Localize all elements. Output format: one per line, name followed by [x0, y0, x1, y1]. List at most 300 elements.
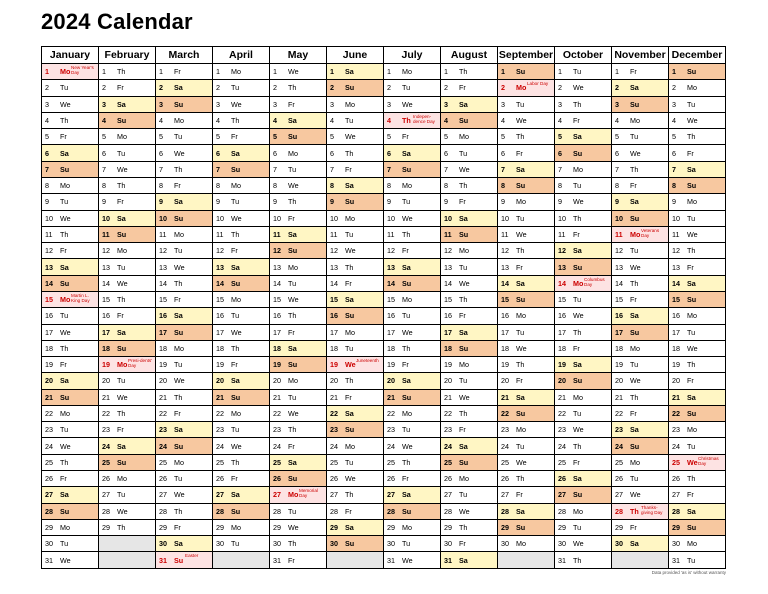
- weekday-abbr: Su: [231, 392, 241, 402]
- weekday-abbr: Tu: [516, 213, 525, 223]
- day-cell: [99, 64, 156, 80]
- day-number: 13: [615, 262, 623, 272]
- weekday-abbr: Fr: [174, 295, 181, 305]
- day-row: [42, 308, 726, 324]
- weekday-abbr: Th: [516, 474, 525, 484]
- day-cell: [384, 405, 441, 421]
- day-number: 23: [273, 425, 281, 435]
- day-number: 18: [444, 343, 452, 353]
- day-number: 9: [216, 197, 220, 207]
- day-number: 20: [45, 376, 53, 386]
- day-cell: [498, 64, 555, 80]
- day-cell: [441, 552, 498, 569]
- day-cell: [384, 324, 441, 340]
- day-number: 1: [615, 67, 619, 77]
- day-number: 9: [501, 197, 505, 207]
- day-number: 8: [330, 181, 334, 191]
- day-row: [42, 291, 726, 307]
- weekday-abbr: We: [459, 506, 470, 516]
- day-number: 11: [216, 229, 224, 239]
- weekday-abbr: Tu: [345, 115, 354, 125]
- weekday-abbr: We: [402, 555, 413, 565]
- month-header-april: April: [213, 47, 270, 64]
- weekday-abbr: Mo: [402, 523, 412, 533]
- day-cell: [156, 454, 213, 470]
- weekday-abbr: Mo: [573, 164, 583, 174]
- weekday-abbr: Fr: [630, 181, 637, 191]
- day-row: [42, 80, 726, 96]
- weekday-abbr: Sa: [516, 392, 525, 402]
- weekday-abbr: Sa: [288, 115, 297, 125]
- weekday-abbr: Mo: [630, 229, 641, 239]
- day-number: 5: [444, 132, 448, 142]
- day-number: 7: [330, 164, 334, 174]
- day-number: 8: [273, 181, 277, 191]
- day-number: 23: [615, 425, 623, 435]
- weekday-abbr: Tu: [288, 164, 297, 174]
- day-cell: [213, 129, 270, 145]
- weekday-abbr: Tu: [117, 376, 126, 386]
- weekday-abbr: Su: [459, 343, 469, 353]
- day-number: 21: [672, 392, 680, 402]
- day-number: 8: [672, 181, 676, 191]
- day-cell: [498, 275, 555, 291]
- weekday-abbr: Tu: [687, 213, 696, 223]
- weekday-abbr: Th: [687, 246, 696, 256]
- day-number: 31: [444, 555, 452, 565]
- day-number: 20: [102, 376, 110, 386]
- day-cell: [213, 405, 270, 421]
- weekday-abbr: We: [630, 262, 641, 272]
- day-row: [42, 161, 726, 177]
- day-number: 18: [330, 343, 338, 353]
- day-number: 7: [159, 164, 163, 174]
- weekday-abbr: We: [516, 457, 527, 467]
- day-number: 10: [615, 213, 623, 223]
- day-number: 1: [501, 67, 505, 77]
- weekday-abbr: Th: [117, 523, 126, 533]
- day-number: 23: [444, 425, 452, 435]
- day-number: 26: [273, 474, 281, 484]
- weekday-abbr: We: [231, 213, 242, 223]
- weekday-abbr: Fr: [573, 229, 580, 239]
- weekday-abbr: Mo: [573, 506, 583, 516]
- weekday-abbr: Tu: [459, 262, 468, 272]
- day-cell: [99, 422, 156, 438]
- weekday-abbr: Su: [459, 115, 469, 125]
- day-cell: [669, 129, 726, 145]
- day-cell: [555, 259, 612, 275]
- holiday-name: New Year's Day: [71, 65, 94, 75]
- day-number: 2: [672, 83, 676, 93]
- day-cell: [270, 308, 327, 324]
- day-number: 26: [501, 474, 509, 484]
- day-number: 17: [159, 327, 167, 337]
- day-number: 18: [102, 343, 110, 353]
- weekday-abbr: Mo: [687, 197, 697, 207]
- day-number: 12: [273, 246, 281, 256]
- day-cell: [555, 438, 612, 454]
- day-number: 7: [672, 164, 676, 174]
- weekday-abbr: Tu: [174, 246, 183, 256]
- day-cell: [441, 324, 498, 340]
- day-cell: [42, 373, 99, 389]
- day-row: [42, 487, 726, 503]
- weekday-abbr: Mo: [687, 83, 697, 93]
- day-cell: [498, 324, 555, 340]
- day-number: 25: [330, 457, 338, 467]
- weekday-abbr: Mo: [687, 311, 697, 321]
- day-number: 1: [672, 67, 676, 77]
- weekday-abbr: Mo: [345, 441, 355, 451]
- day-cell: [327, 177, 384, 193]
- day-cell: [555, 340, 612, 356]
- weekday-abbr: Sa: [687, 278, 696, 288]
- empty-cell: [99, 552, 156, 569]
- day-number: 16: [273, 311, 281, 321]
- weekday-abbr: Tu: [288, 506, 297, 516]
- day-cell: [42, 536, 99, 552]
- day-cell: [498, 96, 555, 112]
- weekday-abbr: Su: [174, 555, 184, 565]
- weekday-abbr: Mo: [117, 246, 127, 256]
- day-cell: [42, 64, 99, 80]
- weekday-abbr: Fr: [630, 67, 637, 77]
- weekday-abbr: Th: [288, 197, 297, 207]
- day-cell: [441, 226, 498, 242]
- day-number: 14: [216, 278, 224, 288]
- day-cell: [555, 194, 612, 210]
- weekday-abbr: Su: [231, 506, 241, 516]
- day-cell: [612, 145, 669, 161]
- day-cell: [441, 96, 498, 112]
- day-cell: [555, 373, 612, 389]
- weekday-abbr: Th: [174, 164, 183, 174]
- day-cell: [384, 471, 441, 487]
- day-cell: [555, 405, 612, 421]
- holiday-name: Columbus Day: [584, 276, 605, 287]
- empty-cell: [213, 552, 270, 569]
- empty-cell: [99, 536, 156, 552]
- day-cell: [327, 454, 384, 470]
- weekday-abbr: We: [459, 164, 470, 174]
- day-cell: [612, 422, 669, 438]
- weekday-abbr: Su: [117, 229, 127, 239]
- day-row: [42, 275, 726, 291]
- day-cell: [555, 145, 612, 161]
- day-cell: [384, 145, 441, 161]
- day-number: 22: [216, 409, 224, 419]
- day-cell: [270, 80, 327, 96]
- day-number: 18: [216, 343, 224, 353]
- day-cell: [213, 96, 270, 112]
- day-row: [42, 373, 726, 389]
- day-number: 6: [501, 148, 505, 158]
- day-cell: [213, 259, 270, 275]
- day-number: 4: [330, 115, 334, 125]
- day-cell: [99, 373, 156, 389]
- day-number: 13: [159, 262, 167, 272]
- weekday-abbr: Mo: [402, 295, 412, 305]
- day-number: 14: [387, 278, 395, 288]
- weekday-abbr: Th: [402, 457, 411, 467]
- weekday-abbr: Su: [288, 246, 298, 256]
- day-cell: [441, 487, 498, 503]
- weekday-abbr: Th: [117, 409, 126, 419]
- day-row: [42, 422, 726, 438]
- day-number: 19: [159, 360, 167, 370]
- weekday-abbr: We: [630, 376, 641, 386]
- calendar-body: [42, 64, 726, 569]
- weekday-abbr: We: [288, 67, 299, 77]
- day-number: 12: [501, 246, 509, 256]
- day-number: 9: [273, 197, 277, 207]
- weekday-abbr: We: [345, 246, 356, 256]
- day-cell: [270, 422, 327, 438]
- day-cell: [441, 503, 498, 519]
- weekday-abbr: Tu: [402, 311, 411, 321]
- day-number: 12: [330, 246, 338, 256]
- day-cell: [99, 438, 156, 454]
- day-cell: [612, 519, 669, 535]
- weekday-abbr: Th: [402, 115, 411, 125]
- day-cell: [156, 357, 213, 373]
- day-number: 19: [216, 360, 224, 370]
- day-number: 22: [615, 409, 623, 419]
- day-cell: [498, 177, 555, 193]
- day-cell: [669, 438, 726, 454]
- day-number: 29: [330, 523, 338, 533]
- day-cell: [612, 177, 669, 193]
- weekday-abbr: Sa: [345, 67, 354, 77]
- weekday-abbr: We: [573, 425, 584, 435]
- day-number: 18: [387, 343, 395, 353]
- weekday-abbr: We: [288, 409, 299, 419]
- day-row: [42, 438, 726, 454]
- day-number: 3: [387, 99, 391, 109]
- day-cell: [327, 80, 384, 96]
- day-cell: [441, 471, 498, 487]
- weekday-abbr: Th: [573, 213, 582, 223]
- day-cell: [99, 96, 156, 112]
- day-cell: [213, 161, 270, 177]
- weekday-abbr: Tu: [687, 441, 696, 451]
- weekday-abbr: We: [60, 327, 71, 337]
- weekday-abbr: Su: [231, 278, 241, 288]
- day-cell: [270, 210, 327, 226]
- day-number: 9: [45, 197, 49, 207]
- weekday-abbr: Tu: [459, 148, 468, 158]
- weekday-abbr: Sa: [60, 490, 69, 500]
- weekday-abbr: Th: [117, 295, 126, 305]
- holiday-name: Easter: [185, 553, 199, 559]
- day-cell: [555, 519, 612, 535]
- day-cell: [498, 487, 555, 503]
- weekday-abbr: Mo: [60, 181, 70, 191]
- day-cell: [498, 405, 555, 421]
- day-number: 4: [45, 115, 49, 125]
- day-row: [42, 405, 726, 421]
- day-row: [42, 210, 726, 226]
- day-cell: [42, 487, 99, 503]
- day-cell: [384, 275, 441, 291]
- day-cell: [42, 357, 99, 373]
- day-cell: [384, 243, 441, 259]
- weekday-abbr: Sa: [573, 132, 582, 142]
- day-number: 21: [102, 392, 110, 402]
- day-number: 5: [45, 132, 49, 142]
- weekday-abbr: We: [288, 295, 299, 305]
- weekday-abbr: Tu: [345, 343, 354, 353]
- weekday-abbr: Su: [459, 457, 469, 467]
- day-cell: [612, 112, 669, 128]
- day-number: 28: [501, 506, 509, 516]
- weekday-abbr: Th: [117, 67, 126, 77]
- day-number: 20: [444, 376, 452, 386]
- weekday-abbr: We: [231, 441, 242, 451]
- day-cell: [156, 291, 213, 307]
- day-cell: [669, 145, 726, 161]
- weekday-abbr: Th: [231, 229, 240, 239]
- day-number: 28: [216, 506, 224, 516]
- day-number: 31: [45, 555, 53, 565]
- day-number: 24: [615, 441, 623, 451]
- day-number: 20: [558, 376, 566, 386]
- day-cell: [384, 80, 441, 96]
- weekday-abbr: Tu: [345, 457, 354, 467]
- day-number: 1: [444, 67, 448, 77]
- day-cell: [498, 438, 555, 454]
- day-number: 11: [273, 229, 281, 239]
- day-cell: [384, 161, 441, 177]
- day-cell: [441, 243, 498, 259]
- day-cell: [555, 454, 612, 470]
- day-number: 14: [444, 278, 452, 288]
- weekday-abbr: Th: [60, 115, 69, 125]
- day-cell: [99, 471, 156, 487]
- weekday-abbr: Sa: [630, 425, 639, 435]
- day-cell: [612, 340, 669, 356]
- weekday-abbr: Tu: [687, 99, 696, 109]
- day-cell: [156, 405, 213, 421]
- day-cell: [156, 536, 213, 552]
- weekday-abbr: Mo: [174, 115, 184, 125]
- day-cell: [498, 308, 555, 324]
- day-number: 29: [672, 523, 680, 533]
- day-cell: [441, 129, 498, 145]
- day-cell: [612, 438, 669, 454]
- weekday-abbr: We: [117, 506, 128, 516]
- day-cell: [213, 487, 270, 503]
- day-number: 30: [216, 539, 224, 549]
- day-number: 28: [273, 506, 281, 516]
- day-cell: [384, 177, 441, 193]
- day-cell: [156, 145, 213, 161]
- weekday-abbr: Fr: [687, 490, 694, 500]
- day-cell: [669, 194, 726, 210]
- day-number: 2: [501, 83, 505, 93]
- day-number: 30: [45, 539, 53, 549]
- weekday-abbr: Mo: [231, 409, 241, 419]
- day-cell: [612, 210, 669, 226]
- day-cell: [612, 454, 669, 470]
- day-number: 11: [45, 229, 53, 239]
- day-number: 24: [672, 441, 680, 451]
- day-number: 2: [444, 83, 448, 93]
- day-cell: [99, 80, 156, 96]
- day-cell: [384, 96, 441, 112]
- day-number: 22: [273, 409, 281, 419]
- day-cell: [555, 308, 612, 324]
- month-header-december: December: [669, 47, 726, 64]
- day-number: 13: [45, 262, 53, 272]
- day-cell: [498, 536, 555, 552]
- weekday-abbr: Fr: [174, 409, 181, 419]
- day-number: 27: [501, 490, 509, 500]
- holiday-name: Martin L. King Day: [71, 292, 90, 303]
- day-number: 13: [273, 262, 281, 272]
- day-number: 25: [615, 457, 623, 467]
- day-cell: [156, 503, 213, 519]
- day-number: 14: [45, 278, 53, 288]
- day-cell: [270, 161, 327, 177]
- day-cell: [213, 503, 270, 519]
- day-cell: [384, 259, 441, 275]
- day-number: 10: [444, 213, 452, 223]
- day-cell: [156, 373, 213, 389]
- day-cell: [669, 454, 726, 470]
- weekday-abbr: Tu: [174, 132, 183, 142]
- weekday-abbr: Tu: [630, 132, 639, 142]
- weekday-abbr: Tu: [60, 83, 69, 93]
- weekday-abbr: Th: [402, 343, 411, 353]
- day-cell: [441, 357, 498, 373]
- day-cell: [441, 145, 498, 161]
- day-cell: [612, 96, 669, 112]
- day-number: 6: [444, 148, 448, 158]
- day-cell: [42, 405, 99, 421]
- day-cell: [270, 471, 327, 487]
- day-cell: [156, 438, 213, 454]
- day-cell: [156, 194, 213, 210]
- day-cell: [498, 340, 555, 356]
- day-number: 7: [216, 164, 220, 174]
- day-row: [42, 471, 726, 487]
- day-number: 10: [558, 213, 566, 223]
- day-cell: [270, 536, 327, 552]
- day-number: 2: [159, 83, 163, 93]
- day-number: 9: [330, 197, 334, 207]
- day-cell: [327, 64, 384, 80]
- day-cell: [213, 536, 270, 552]
- weekday-abbr: Su: [573, 148, 583, 158]
- weekday-abbr: Sa: [459, 555, 468, 565]
- day-cell: [669, 243, 726, 259]
- day-number: 29: [102, 523, 110, 533]
- day-number: 3: [615, 99, 619, 109]
- day-cell: [156, 552, 213, 569]
- day-number: 2: [387, 83, 391, 93]
- day-number: 28: [102, 506, 110, 516]
- weekday-abbr: Su: [573, 376, 583, 386]
- day-number: 25: [159, 457, 167, 467]
- day-cell: [42, 80, 99, 96]
- weekday-abbr: Su: [174, 99, 184, 109]
- day-number: 20: [330, 376, 338, 386]
- weekday-abbr: Sa: [231, 148, 240, 158]
- weekday-abbr: Th: [687, 360, 696, 370]
- weekday-abbr: Tu: [573, 295, 582, 305]
